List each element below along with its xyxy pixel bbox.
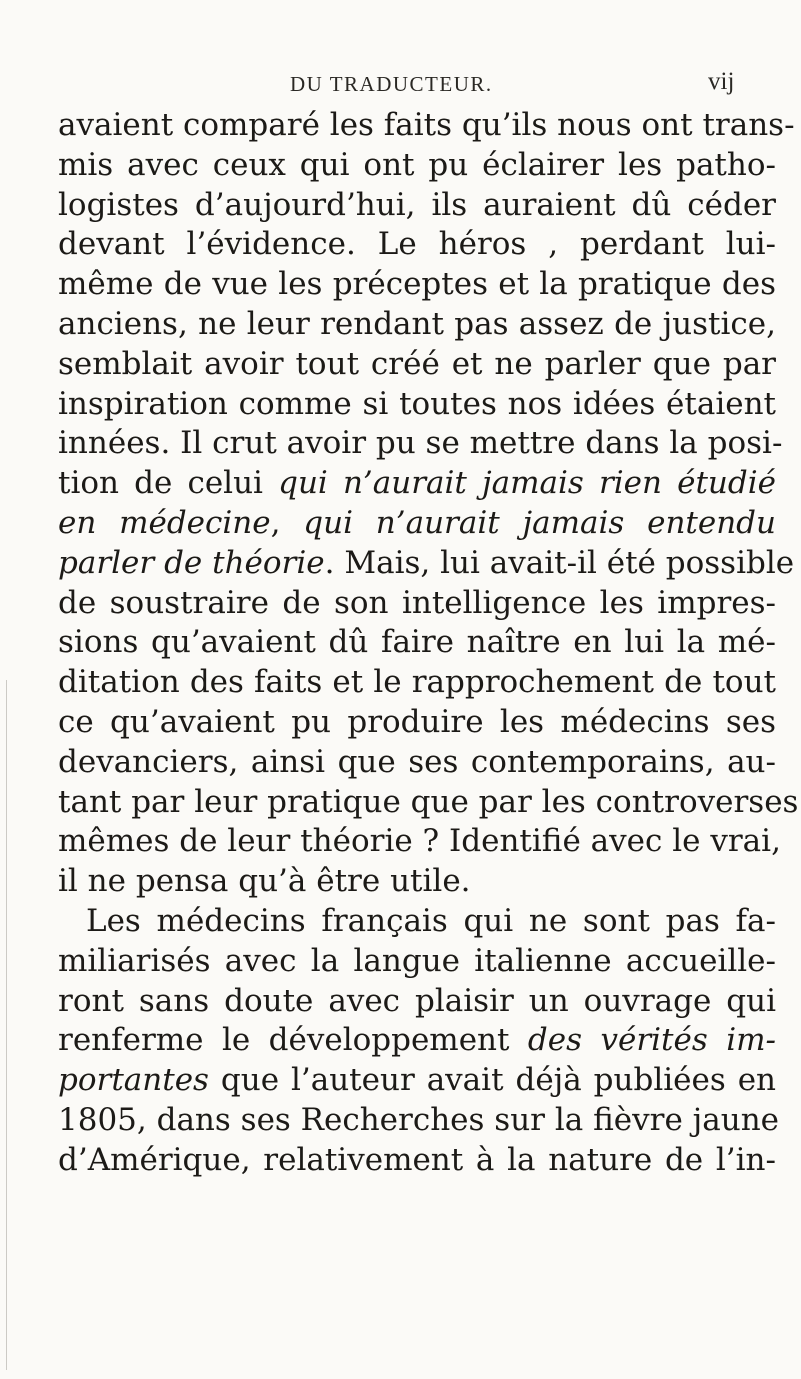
page-header	[0, 62, 801, 106]
paragraph-end-line: il ne pensa qu’à être utile.	[58, 863, 471, 900]
text-line: ditation des faits et le rapprochement de tout	[58, 664, 776, 701]
text-line: parler de théorie. Mais, lui avait-il été possible	[58, 544, 795, 581]
text-line: renferme le développement des vérités im-	[58, 1022, 776, 1059]
text-line: portantes que l’auteur avait déjà publiées en	[58, 1062, 776, 1099]
text-line: tant par leur pratique que par les controverses	[58, 783, 799, 820]
text-line: d’Amérique, relativement à la nature de l’in-	[58, 1141, 776, 1178]
text-line: devant l’évidence. Le héros , perdant lui-	[58, 226, 776, 263]
text-line: logistes d’aujourd’hui, ils auraient dû céder	[58, 186, 776, 223]
text-line: sions qu’avaient dû faire naître en lui la mé-	[58, 624, 776, 661]
page-edge-shadow	[6, 680, 7, 1370]
text-line: de soustraire de son intelligence les impres-	[58, 584, 776, 621]
text-line: ce qu’avaient pu produire les médecins ses	[58, 703, 776, 740]
text-line: anciens, ne leur rendant pas assez de justice,	[58, 305, 776, 342]
text-line: semblait avoir tout créé et ne parler que par	[58, 345, 776, 382]
text-line: avaient comparé les faits qu’ils nous ont trans-	[58, 107, 795, 143]
paragraph-start-line: Les médecins français qui ne sont pas fa-	[86, 902, 776, 939]
text-line: tion de celui qui n’aurait jamais rien étudié	[58, 465, 776, 502]
text-line: inspiration comme si toutes nos idées étaient	[58, 385, 776, 422]
text-line: devanciers, ainsi que ses contemporains, au-	[58, 743, 776, 780]
running-head: DU TRADUCTEUR.	[290, 72, 493, 96]
body-text	[58, 106, 799, 1181]
text-line: en médecine, qui n’aurait jamais entendu	[58, 504, 776, 541]
text-line: 1805, dans ses Recherches sur la fièvre jaune	[58, 1101, 780, 1138]
text-line: même de vue les préceptes et la pratique des	[58, 266, 776, 303]
text-line: miliarisés avec la langue italienne accueille-	[58, 942, 776, 979]
page-number: vij	[708, 68, 735, 95]
text-line: innées. Il crut avoir pu se mettre dans la posi-	[58, 425, 783, 462]
text-line: mis avec ceux qui ont pu éclairer les patho-	[58, 146, 776, 183]
text-line: ront sans doute avec plaisir un ouvrage qui	[58, 982, 776, 1019]
text-line: mêmes de leur théorie ? Identifié avec le vrai,	[58, 823, 781, 860]
